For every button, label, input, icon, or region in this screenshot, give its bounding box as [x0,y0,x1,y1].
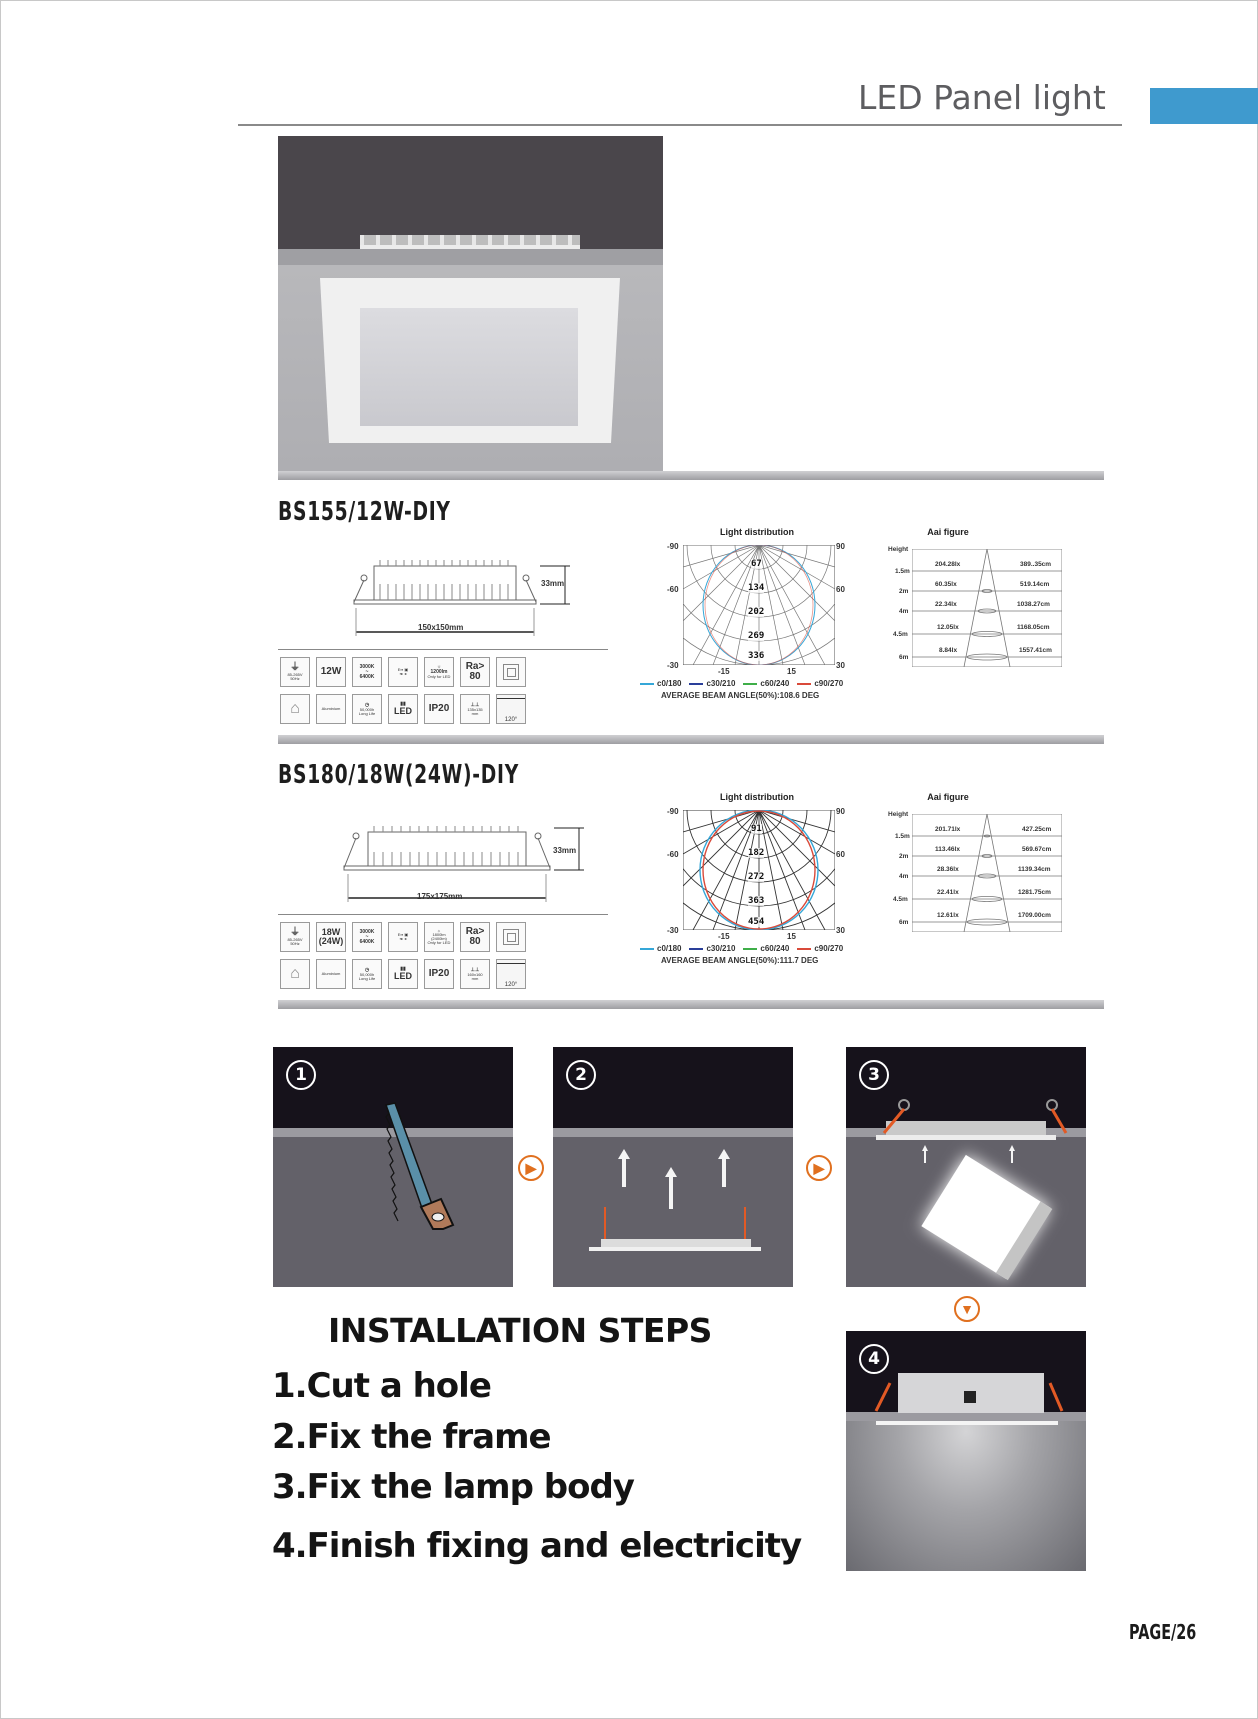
double-insulation-icon [496,657,526,687]
next-step-arrow-icon: ▶ [518,1155,544,1181]
legend-item: c0/180 [640,679,681,688]
finished-lamp-illustration [846,1331,1086,1571]
beam-angle-icon: 120° [496,959,526,989]
aai-figure-title-1: Aai figure [927,527,969,537]
lifetime-icon: ◷ 50,000h Long Life [352,694,382,724]
saw-icon [273,1047,513,1287]
installation-step-3: 3.Fix the lamp body [272,1467,634,1507]
legend-item: c60/240 [743,679,789,688]
cutout-icon: ⊥⊥ 160x160 mm [460,959,490,989]
aai-height: 2m [899,588,909,595]
section-divider [278,1000,1104,1009]
aai-diameter: 1281.75cm [1018,889,1051,896]
aai-height: 1.5m [895,568,910,575]
legend-item: c30/210 [689,679,735,688]
led-icon: ▮▮ LED [388,694,418,724]
energy-label-icon: E▪▪ ▣ ▪▸ ◂ [388,657,418,687]
indoor-icon: ⌂ [280,694,310,724]
angle-label: -30 [667,661,679,670]
led-icon: ▮▮ LED [388,959,418,989]
aluminium-icon: Aluminium [316,694,346,724]
page-number: PAGE/26 [1129,1620,1197,1644]
ring-value: 454 [748,917,765,927]
install-step-2-image [553,1047,793,1287]
model-title-2: BS180/18W(24W)-DIY [278,760,519,790]
ring-value: 182 [748,848,765,858]
frame-install-illustration [553,1047,793,1287]
aai-lux: 8.84lx [939,647,958,654]
legend-item: c90/270 [797,944,843,953]
aai-height: 1.5m [895,833,910,840]
angle-label: 30 [836,661,845,670]
spec-divider-1 [278,649,608,650]
spec-icons-1 [280,657,526,724]
width-dimension-2: 175x175mm [417,892,463,901]
aai-diameter: 1038.27cm [1017,601,1050,608]
aai-diameter: 427.25cm [1022,826,1052,833]
ring-value: 67 [751,559,762,569]
wattage-icon: 12W [316,657,346,687]
installation-step-4: 4.Finish fixing and electricity [272,1526,802,1566]
header-accent-bar [1150,88,1258,124]
aai-height-label: Height [888,546,909,553]
spec-icons-2 [280,922,526,989]
ip-rating-icon: IP20 [424,959,454,989]
lumen-icon: ☼ 1200lm Only for LED [424,657,454,687]
aai-height: 4m [899,873,909,880]
lamp-install-illustration [846,1047,1086,1287]
install-step-4-image [846,1331,1086,1571]
angle-label: 15 [787,932,796,941]
aai-lux: 113.46lx [935,846,960,853]
angle-label: -90 [667,807,679,816]
angle-label: -90 [667,542,679,551]
panel-diffuser [360,308,578,426]
ring-value: 202 [748,607,765,617]
plug-icon: ⏚ 85-265V 50Hz [280,922,310,952]
section-divider [278,735,1104,744]
beam-angle-icon: 120° [496,694,526,724]
lumen-icon: ☼ 1800lm (2400lm) Only for LED [424,922,454,952]
step-badge-1: 1 [286,1060,316,1090]
aai-height: 2m [899,853,909,860]
height-dimension-2: 33mm [553,846,577,855]
step-badge-4: 4 [859,1344,889,1374]
aai-lux: 22.41lx [937,889,959,896]
angle-label: -15 [718,932,730,941]
aai-height: 4.5m [893,631,908,638]
aai-lux: 204.28lx [935,561,961,568]
legend-item: c90/270 [797,679,843,688]
aai-diameter: 389..35cm [1020,561,1052,568]
side-profile-diagram-1 [350,560,580,640]
aai-height: 4.5m [893,896,908,903]
angle-label: -60 [667,850,679,859]
aai-figure-title-2: Aai figure [927,792,969,802]
angle-label: 15 [787,667,796,676]
beam-angle-text-1: AVERAGE BEAM ANGLE(50%):108.6 DEG [661,691,820,700]
color-temp-icon: 3000K ~ 6400K [352,657,382,687]
angle-label: 60 [836,850,845,859]
spec-divider-2 [278,914,608,915]
double-insulation-icon [496,922,526,952]
aai-diameter: 519.14cm [1020,581,1050,588]
page-header-title: LED Panel light [858,78,1106,117]
lifetime-icon: ◷ 50,000h Long Life [352,959,382,989]
ring-value: 134 [748,583,765,593]
chart-legend-2 [640,944,843,953]
width-dimension-1: 150x150mm [418,623,464,632]
aai-diameter: 1168.05cm [1017,624,1050,631]
aai-diameter: 569.67cm [1022,846,1052,853]
aai-lux: 12.05lx [937,624,959,631]
color-temp-icon: 3000K ~ 6400K [352,922,382,952]
aai-lux: 22.34lx [935,601,957,608]
cutout-icon: ⊥⊥ 135x135 mm [460,694,490,724]
aai-height: 4m [899,608,909,615]
plug-icon: ⏚ 85-265V 50Hz [280,657,310,687]
angle-label: 90 [836,542,845,551]
aluminium-icon: Aluminium [316,959,346,989]
light-distribution-title-1: Light distribution [720,527,794,537]
section-divider [278,471,1104,480]
header-divider [238,124,1122,126]
angle-label: -30 [667,926,679,935]
energy-label-icon: E▪▪ ▣ ▪▸ ◂ [388,922,418,952]
ip-rating-icon: IP20 [424,694,454,724]
aai-diameter: 1709.00cm [1018,912,1051,919]
beam-angle-text-2: AVERAGE BEAM ANGLE(50%):111.7 DEG [661,956,819,965]
cri-icon: Ra> 80 [460,657,490,687]
aai-height: 6m [899,654,909,661]
ring-value: 336 [748,651,765,661]
install-step-1-image [273,1047,513,1287]
legend-item: c30/210 [689,944,735,953]
step-badge-2: 2 [566,1060,596,1090]
step-badge-3: 3 [859,1060,889,1090]
aai-lux: 12.61lx [937,912,959,919]
ring-value: 363 [748,896,765,906]
angle-label: 60 [836,585,845,594]
aai-height-label: Height [888,811,909,818]
side-profile-diagram-2 [340,826,590,906]
product-hero-image [278,136,663,471]
aai-lux: 201.71lx [935,826,961,833]
install-step-3-image [846,1047,1086,1287]
aai-lux: 28.36lx [937,866,959,873]
angle-label: -15 [718,667,730,676]
legend-item: c60/240 [743,944,789,953]
aai-height: 6m [899,919,909,926]
ring-value: 91 [751,824,762,834]
indoor-icon: ⌂ [280,959,310,989]
aai-diameter: 1139.34cm [1018,866,1051,873]
aai-lux: 60.35lx [935,581,957,588]
model-title-1: BS155/12W-DIY [278,497,451,527]
installation-step-1: 1.Cut a hole [272,1366,491,1406]
next-step-arrow-icon: ▼ [954,1296,980,1322]
angle-label: 30 [836,926,845,935]
wattage-icon: 18W (24W) [316,922,346,952]
ring-value: 272 [748,872,765,882]
legend-item: c0/180 [640,944,681,953]
aai-diameter: 1557.41cm [1019,647,1052,654]
ring-value: 269 [748,631,765,641]
installation-step-2: 2.Fix the frame [272,1417,551,1457]
height-dimension-1: 33mm [541,579,565,588]
installation-steps-title: INSTALLATION STEPS [328,1311,712,1350]
angle-label: -60 [667,585,679,594]
cri-icon: Ra> 80 [460,922,490,952]
next-step-arrow-icon: ▶ [806,1155,832,1181]
chart-legend-1 [640,679,843,688]
angle-label: 90 [836,807,845,816]
heatsink-fins [360,235,580,249]
light-distribution-title-2: Light distribution [720,792,794,802]
